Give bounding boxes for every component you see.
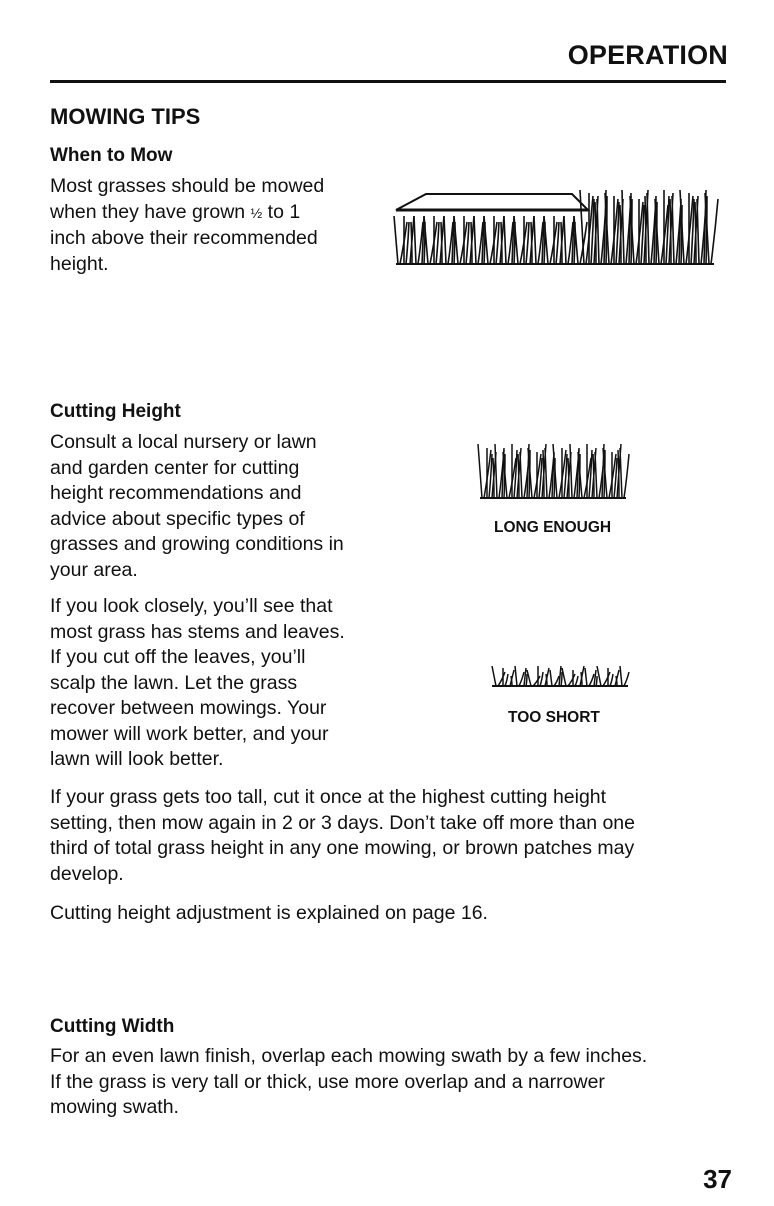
cutting-height-para2 bbox=[50, 594, 345, 773]
grass-blade bbox=[526, 674, 527, 686]
grass-blade bbox=[594, 670, 596, 686]
grass-blade bbox=[505, 674, 508, 686]
grass-blade bbox=[394, 216, 398, 264]
text-line: lawn will look better. bbox=[50, 748, 224, 770]
when-to-mow-heading: When to Mow bbox=[50, 145, 173, 166]
grass-blade bbox=[550, 670, 552, 686]
grass-blade bbox=[504, 216, 506, 264]
caption-long-enough: LONG ENOUGH bbox=[494, 519, 612, 536]
text-line: If your grass gets too tall, cut it once at the highest cutting height bbox=[50, 786, 607, 808]
fraction: ½ bbox=[250, 204, 263, 221]
text-line: and garden center for cutting bbox=[50, 456, 300, 479]
grass-blade bbox=[444, 216, 446, 264]
cutting-height-heading: Cutting Height bbox=[50, 401, 181, 422]
grass-blade bbox=[589, 450, 592, 498]
text-line: If you cut off the leaves, you’ll bbox=[50, 646, 306, 668]
grass-blade bbox=[511, 676, 512, 686]
grass-blade bbox=[620, 666, 622, 686]
text-line: inch above their recommended bbox=[50, 227, 318, 249]
text-line: Consult a local nursery or lawn bbox=[50, 431, 317, 453]
cutting-width-heading: Cutting Width bbox=[50, 1016, 175, 1037]
grass-blade bbox=[554, 676, 559, 686]
text-line: If the grass is very tall or thick, use more overlap and a narrower bbox=[50, 1070, 605, 1093]
cutting-height-para4: Cutting height adjustment is explained on page 16. bbox=[50, 902, 488, 924]
grass-blade bbox=[624, 454, 629, 498]
grass-blade bbox=[545, 448, 547, 498]
grass-blade bbox=[564, 216, 566, 264]
grass-blade bbox=[568, 674, 575, 686]
grass-blade bbox=[520, 452, 522, 498]
text-line: If you look closely, you’ll see that bbox=[50, 595, 333, 617]
text-line: third of total grass height in any one mowing, or brown patches may bbox=[50, 837, 635, 859]
grass-blade bbox=[519, 672, 524, 686]
grass-blade bbox=[697, 199, 699, 264]
cutting-height-para3 bbox=[50, 785, 730, 887]
caption-too-short: TOO SHORT bbox=[508, 709, 600, 726]
grass-blade bbox=[596, 676, 597, 686]
cutting-height-para1 bbox=[50, 430, 344, 583]
text-line: For an even lawn finish, overlap each mowing swath by a few inches. bbox=[50, 1045, 648, 1067]
page-number: 37 bbox=[703, 1164, 732, 1194]
text-line: advice about specific types of bbox=[50, 507, 305, 530]
header-rule bbox=[50, 80, 726, 83]
text-line: scalp the lawn. Let the grass bbox=[50, 671, 298, 694]
text-line: height. bbox=[50, 252, 109, 275]
too-short-grass-illustration bbox=[490, 652, 630, 690]
grass-blade bbox=[597, 199, 599, 264]
when-to-mow-text bbox=[50, 174, 324, 277]
mower-deck-grass-illustration bbox=[392, 180, 722, 270]
grass-blade bbox=[515, 666, 517, 686]
grass-blade bbox=[585, 668, 587, 686]
grass-blade bbox=[478, 444, 482, 498]
grass-blade bbox=[414, 216, 416, 264]
grass-blade bbox=[561, 672, 562, 686]
grass-blade bbox=[610, 674, 613, 686]
text-line: height recommendations and bbox=[50, 482, 302, 504]
grass-blade bbox=[514, 450, 517, 498]
text-line: Most grasses should be mowed bbox=[50, 175, 325, 197]
grass-blade bbox=[603, 672, 610, 686]
grass-blade bbox=[595, 452, 597, 498]
grass-blade bbox=[672, 196, 674, 264]
cutting-width-text bbox=[50, 1044, 740, 1121]
text-line: develop. bbox=[50, 862, 124, 885]
section-title: MOWING TIPS bbox=[50, 104, 201, 129]
text-line: grasses and growing conditions in bbox=[50, 533, 344, 555]
text-line: your area. bbox=[50, 558, 138, 581]
grass-blade bbox=[620, 448, 622, 498]
text-line: most grass has stems and leaves. bbox=[50, 620, 345, 643]
text-line: mowing swath. bbox=[50, 1096, 179, 1118]
text-line: setting, then mow again in 2 or 3 days. Don’t take off more than one bbox=[50, 811, 635, 834]
text-line: mower will work better, and your bbox=[50, 722, 329, 745]
text-line: recover between mowings. Your bbox=[50, 697, 327, 719]
grass-blade bbox=[533, 676, 540, 686]
grass-blade bbox=[647, 193, 649, 264]
text-fragment: to 1 bbox=[267, 200, 301, 223]
grass-blade bbox=[534, 216, 536, 264]
text-line bbox=[50, 200, 324, 227]
page-header-title: OPERATION bbox=[567, 40, 728, 70]
grass-blade bbox=[492, 666, 496, 686]
grass-blade bbox=[622, 190, 624, 264]
grass-blade bbox=[589, 674, 594, 686]
grass-blade bbox=[616, 676, 617, 686]
grass-blade bbox=[540, 672, 543, 686]
grass-blade bbox=[498, 672, 505, 686]
long-enough-grass-illustration bbox=[476, 440, 636, 502]
text-fragment: when they have grown bbox=[50, 200, 246, 223]
grass-blade bbox=[711, 199, 718, 264]
grass-blade bbox=[624, 672, 629, 686]
grass-blade bbox=[575, 676, 578, 686]
grass-blade bbox=[474, 216, 476, 264]
